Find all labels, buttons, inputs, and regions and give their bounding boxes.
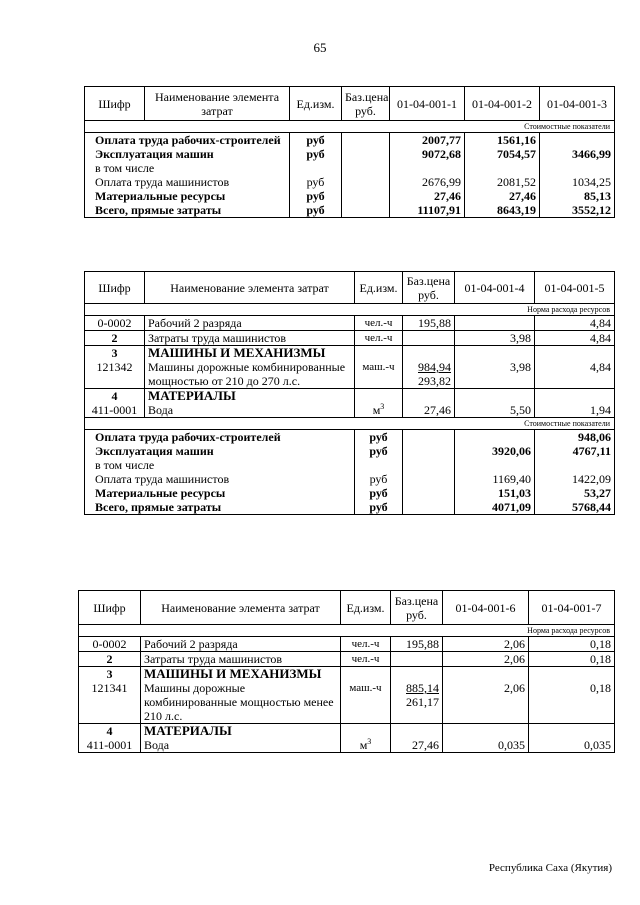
table-row: 3 МАШИНЫ И МЕХАНИЗМЫ bbox=[85, 346, 615, 361]
header-unit: Ед.изм. bbox=[355, 272, 403, 304]
header-unit: Ед.изм. bbox=[341, 591, 391, 625]
header-code: Шифр bbox=[85, 272, 145, 304]
cost-table-3 bbox=[78, 590, 615, 753]
table-row: 411-0001 Вода $м^3$ 27,46 5,50 1,94 bbox=[85, 403, 615, 418]
table-row: Оплата труда машинистов руб 1169,40 1422,09 bbox=[85, 472, 615, 486]
header-price: Баз.цена руб. bbox=[391, 591, 443, 625]
table-row: Всего, прямые затраты руб 4071,09 5768,44 bbox=[85, 500, 615, 515]
table-row: в том числе bbox=[85, 161, 615, 175]
table-row: 4 МАТЕРИАЛЫ bbox=[85, 389, 615, 404]
table-row: 4 МАТЕРИАЛЫ bbox=[79, 724, 615, 739]
header-code: Шифр bbox=[79, 591, 141, 625]
table-row: 2 Затраты труда машинистов чел.-ч 3,98 4,84 bbox=[85, 331, 615, 346]
cost-table-1 bbox=[84, 86, 615, 218]
header-col-1: 01-04-001-6 bbox=[443, 591, 529, 625]
header-col-1: 01-04-001-1 bbox=[390, 87, 465, 121]
header-name: Наименование элемента затрат bbox=[145, 87, 290, 121]
table-row: в том числе bbox=[85, 458, 615, 472]
header-col-2: 01-04-001-5 bbox=[535, 272, 615, 304]
section-label: Норма расхода ресурсов bbox=[79, 625, 615, 637]
table-row: 121341 Машины дорожные комбинированные мощностью менее 210 л.с. маш.-ч 885,14 261,17 2,06 0,18 bbox=[79, 681, 615, 724]
table-row: 411-0001 Вода $м^3$ 27,46 0,035 0,035 bbox=[79, 738, 615, 753]
header-col-2: 01-04-001-2 bbox=[465, 87, 540, 121]
header-name: Наименование элемента затрат bbox=[141, 591, 341, 625]
header-code: Шифр bbox=[85, 87, 145, 121]
header-unit: Ед.изм. bbox=[290, 87, 342, 121]
table-row: Эксплуатация машин руб 3920,06 4767,11 bbox=[85, 444, 615, 458]
table-row: 3 МАШИНЫ И МЕХАНИЗМЫ bbox=[79, 667, 615, 682]
table-row: Эксплуатация машин руб 9072,68 7054,57 3466,99 bbox=[85, 147, 615, 161]
base-price-wages: 293,82 bbox=[418, 374, 451, 388]
header-col-1: 01-04-001-4 bbox=[455, 272, 535, 304]
table-row: Материальные ресурсы руб 151,03 53,27 bbox=[85, 486, 615, 500]
table-row: Оплата труда машинистов руб 2676,99 2081,52 1034,25 bbox=[85, 175, 615, 189]
header-price: Баз.цена руб. bbox=[342, 87, 390, 121]
base-price: 885,14 bbox=[406, 681, 439, 695]
table-row: Оплата труда рабочих-строителей руб 2007,77 1561,16 bbox=[85, 133, 615, 148]
header-name: Наименование элемента затрат bbox=[145, 272, 355, 304]
table-row: 2 Затраты труда машинистов чел.-ч 2,06 0,18 bbox=[79, 652, 615, 667]
header-col-2: 01-04-001-7 bbox=[529, 591, 615, 625]
section-label: Стоимостные показатели bbox=[85, 418, 615, 430]
page-number: 65 bbox=[313, 40, 327, 55]
base-price-wages: 261,17 bbox=[406, 695, 439, 709]
table-row: 0-0002 Рабочий 2 разряда чел.-ч 195,88 4,84 bbox=[85, 316, 615, 331]
table-row: 0-0002 Рабочий 2 разряда чел.-ч 195,88 2,06 0,18 bbox=[79, 637, 615, 652]
header-price: Баз.цена руб. bbox=[403, 272, 455, 304]
table-row: Материальные ресурсы руб 27,46 27,46 85,13 bbox=[85, 189, 615, 203]
cost-table-2 bbox=[84, 271, 615, 515]
base-price: 984,94 bbox=[418, 360, 451, 374]
table-row: Оплата труда рабочих-строителей руб 948,06 bbox=[85, 430, 615, 445]
table-row: Всего, прямые затраты руб 11107,91 8643,19 3552,12 bbox=[85, 203, 615, 218]
table-row: 121342 Машины дорожные комбинированные мощностью от 210 до 270 л.с. маш.-ч 984,94 293,82 3,98 4,84 bbox=[85, 360, 615, 389]
section-label: Норма расхода ресурсов bbox=[85, 304, 615, 316]
section-label: Стоимостные показатели bbox=[85, 121, 615, 133]
footer-region: Республика Саха (Якутия) bbox=[488, 862, 612, 874]
header-col-3: 01-04-001-3 bbox=[540, 87, 615, 121]
